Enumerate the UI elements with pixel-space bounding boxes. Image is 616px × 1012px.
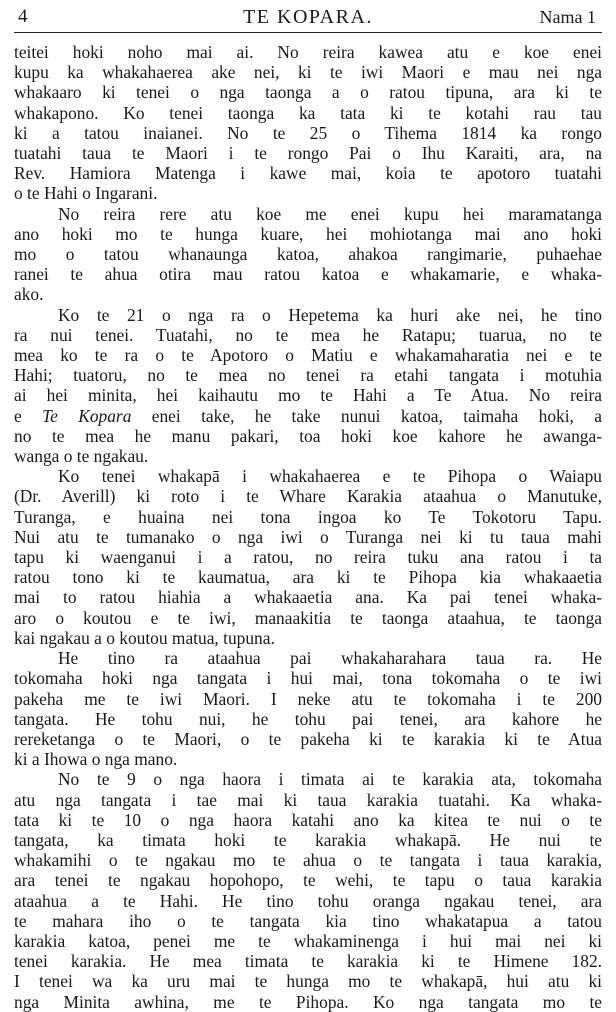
text-line: Nui atu te tumanako o nga iwi o Turanga nei ki tu taua mahi — [14, 526, 602, 547]
text-line: whakapono. Ko tenei taonga ka tata ki te kotahi rau tau — [14, 102, 602, 123]
text-line: Ko tenei whakapā i whakahaerea e te Pihopa o Waiapu — [58, 466, 602, 487]
text-line: no te mea he manu pakari, toa hoki koe kahore he awanga- — [14, 425, 602, 446]
text-line: ano hoki mo te hunga kuare, hei mohiotanga mai ano hoki — [14, 223, 602, 244]
text-line: tenei karakia. He mea timata te karakia ki te Himene 182. — [14, 951, 602, 972]
text-line: ataahua a te Hahi. He tino tohu oranga ngakau tenei, ara — [14, 890, 602, 911]
text-line: kai ngakau a o koutou matua, tupuna. — [14, 627, 275, 648]
text-line: o te Hahi o Ingarani. — [14, 183, 158, 204]
paragraph — [14, 204, 602, 305]
page-number: 4 — [18, 6, 28, 27]
text-line: I tenei wa ka uru mai te hunga mo te whakapā, hui atu ki — [14, 971, 602, 992]
text-line: whakamihi o te ngakau mo te ahua o te tangata i taua karakia, — [14, 850, 602, 871]
paragraph — [14, 769, 602, 1011]
text-line: Hahi; tuatoru, no te mea no tenei ra etahi tangata i motuhia — [14, 365, 602, 386]
body-text — [14, 42, 602, 1012]
text-line: ako. — [14, 284, 44, 305]
text-line: Rev. Hamiora Matenga i kawe mai, koia te apotoro tuatahi — [14, 163, 602, 184]
text-line: mai to ratou hiahia a whakaaetia ana. Ka pai tenei whaka- — [14, 587, 602, 608]
text-line: (Dr. Averill) ki roto i te Whare Karakia ataahua o Manutuke, — [14, 486, 602, 507]
text-line: mo o tatou whanaunga katoa, ahakoa rangimarie, puhaehae — [14, 244, 602, 265]
text-line: pakeha me te iwi Maori. I neke atu te tokomaha i te 200 — [14, 688, 602, 709]
text-line: ki a tatou inaianei. No te 25 o Tihema 1814 ka rongo — [14, 122, 602, 143]
text-line: No te 9 o nga haora i timata ai te karakia ata, tokomaha — [58, 769, 602, 790]
text-line: Ko te 21 o nga ra o Hepetema ka huri ake nei, he tino — [58, 304, 602, 325]
text-line: wanga o te ngakau. — [14, 446, 149, 467]
paragraph — [14, 648, 602, 769]
text-line: tangata. He tohu nui, he tohu pai tenei, ara kahore he — [14, 708, 602, 729]
text-line: e Te Kopara enei take, he take nunui katoa, taimaha hoki, a — [14, 405, 602, 426]
text-line: ranei te ahua otira mau ratou katoa e whakamarie, e whaka- — [14, 264, 602, 285]
text-line: tangata, ka timata hoki te karakia whakapā. He nui te — [14, 829, 602, 850]
text-line: tapu ki waenganui i a ratou, no reira tuku ana ratou i ta — [14, 547, 602, 568]
text-line: ki a Ihowa o nga mano. — [14, 749, 178, 770]
issue-label: Nama 1 — [539, 7, 596, 27]
text-line: tata ki te 10 o nga haora katahi ano ka kitea te nui o te — [14, 809, 602, 830]
paragraph — [14, 305, 602, 467]
page-header — [14, 6, 602, 33]
text-line: ratou tono ki te kaumatua, ara ki te Pihopa kia whakaaetia — [14, 567, 602, 588]
paragraph — [14, 466, 602, 648]
text-line: karakia katoa, penei me te whakaminenga i hui mai nei ki — [14, 930, 602, 951]
text-line: tokomaha hoki nga tangata i hui mai, tona tokomaha o te iwi — [14, 668, 602, 689]
text-line: Turanga, e huaina nei tona ingoa ko Te Tokotoru Tapu. — [14, 506, 602, 527]
running-title: TE KOPARA. — [243, 6, 373, 28]
text-line: te mahara iho o te tangata kia tino whakatapua a tatou — [14, 910, 602, 931]
publication-name: Te Kopara — [42, 405, 132, 426]
text-line: teitei hoki noho mai ai. No reira kawea atu e koe enei — [14, 42, 602, 62]
text-line: rereketanga o te Maori, o te pakeha ki te karakia ki te Atua — [14, 728, 602, 749]
text-line: tuatahi taua te Maori i te rongo Pai o Ihu Karaiti, ara, na — [14, 143, 602, 164]
text-line: kupu ka whakahaerea ake nei, ki te iwi Maori e mau nei nga — [14, 62, 602, 83]
text-line: ai hei minita, hei kaihautu mo te Hahi a Te Atua. No reira — [14, 385, 602, 406]
paragraph — [14, 42, 602, 204]
text-line: ra nui tenei. Tuatahi, no te mea he Ratapu; tuarua, no te — [14, 324, 602, 345]
text-line: He tino ra ataahua pai whakaharahara taua ra. He — [58, 648, 602, 669]
text-line: mea ko te ra o te Apotoro o Matiu e whakamaharatia nei e te — [14, 345, 602, 366]
text-line: atu nga tangata i tae mai ki taua karakia tuatahi. Ka whaka- — [14, 789, 602, 810]
text-line: No reira rere atu koe me enei kupu hei maramatanga — [58, 203, 602, 224]
text-line: ara tenei te ngakau hopohopo, te wehi, te tapu o taua karakia — [14, 870, 602, 891]
text-line: nga Minita awhina, me te Pihopa. Ko nga tangata mo te — [14, 991, 602, 1012]
text-line: aro o koutou e te iwi, manaakitia te taonga ataahua, te taonga — [14, 607, 602, 628]
text-line: whakaaro ki tenei o nga taonga a o ratou tipuna, ara ki te — [14, 82, 602, 103]
